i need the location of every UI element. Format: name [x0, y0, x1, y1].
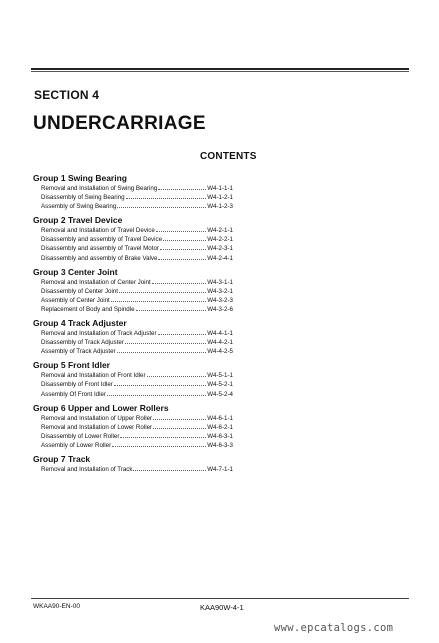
toc-dot-leader	[153, 419, 206, 420]
toc-entry-label: Disassembly of Lower Roller	[41, 432, 120, 440]
toc-entry-label: Assembly Of Front Idler	[41, 390, 106, 398]
toc-entry	[41, 296, 233, 305]
toc-entry-page-code: W4-5-2-4	[207, 390, 233, 398]
toc-entry-label: Assembly of Center Joint	[41, 296, 110, 304]
toc-entry-label: Disassembly of Center Joint	[41, 287, 119, 295]
toc-entry	[41, 329, 233, 338]
toc-entry	[41, 390, 233, 399]
header-rule	[31, 68, 409, 70]
toc-entry-page-code: W4-5-1-1	[207, 372, 233, 380]
toc-dot-leader	[153, 428, 206, 429]
toc-entry-label: Removal and Installation of Track Adjuster	[41, 330, 157, 338]
toc-dot-leader	[163, 240, 206, 241]
table-of-contents	[33, 173, 233, 478]
toc-entry-page-code: W4-3-2-6	[207, 305, 233, 313]
toc-entry-label: Removal and Installation of Swing Bearing	[41, 185, 158, 192]
toc-entry-page-code: W4-2-2-1	[207, 236, 233, 244]
toc-entry-page-code: W4-3-2-3	[207, 296, 233, 304]
toc-dot-leader	[114, 385, 206, 386]
toc-entry-label: Disassembly of Front Idler	[41, 381, 113, 389]
toc-entry	[41, 278, 233, 287]
toc-entry	[41, 371, 233, 380]
toc-dot-leader	[156, 231, 206, 232]
toc-entry-label: Replacement of Body and Spindle	[41, 305, 135, 313]
toc-dot-leader	[112, 446, 206, 447]
toc-entry	[41, 380, 233, 389]
toc-group	[33, 454, 233, 474]
footer-page-code: KAA90W-4-1	[200, 603, 244, 612]
toc-entry-label: Removal and Installation of Lower Roller	[41, 423, 153, 431]
toc-dot-leader	[117, 207, 206, 208]
toc-dot-leader	[133, 470, 206, 471]
section-title: UNDERCARRIAGE	[33, 113, 206, 134]
toc-entry-label: Assembly of Swing Bearing	[41, 203, 117, 211]
toc-entry-page-code: W4-4-2-1	[207, 339, 233, 347]
toc-group	[33, 318, 233, 356]
toc-entry	[41, 305, 233, 314]
toc-group	[33, 267, 233, 314]
toc-group	[33, 360, 233, 398]
toc-entry-label: Removal and Installation of Travel Device	[41, 227, 155, 235]
toc-entry	[41, 193, 233, 202]
toc-entry-page-code: W4-6-3-1	[207, 432, 233, 440]
toc-entry	[41, 287, 233, 296]
toc-dot-leader	[147, 376, 207, 377]
toc-entry	[41, 235, 233, 244]
toc-entry-page-code: W4-2-3-1	[207, 245, 233, 253]
toc-entry-page-code: W4-3-2-1	[207, 287, 233, 295]
toc-dot-leader	[160, 249, 206, 250]
toc-entry	[41, 414, 233, 423]
toc-entry	[41, 432, 233, 441]
toc-entry-page-code: W4-7-1-1	[207, 465, 233, 473]
toc-group	[33, 173, 233, 211]
toc-entry-page-code: W4-6-3-3	[207, 441, 233, 449]
toc-group-title: Group 5 Front Idler	[33, 360, 110, 371]
toc-group-title: Group 6 Upper and Lower Rollers	[33, 402, 169, 413]
toc-entry-page-code: W4-4-1-1	[207, 330, 233, 338]
toc-entry	[41, 226, 233, 235]
toc-dot-leader	[158, 189, 206, 190]
section-label: SECTION 4	[34, 88, 100, 102]
toc-dot-leader	[125, 343, 206, 344]
toc-group	[33, 403, 233, 450]
toc-entry	[41, 338, 233, 347]
toc-dot-leader	[136, 310, 207, 311]
toc-entry-page-code: W4-1-1-1	[207, 185, 233, 192]
contents-heading: CONTENTS	[200, 151, 257, 162]
toc-dot-leader	[117, 352, 207, 353]
toc-entry-page-code: W4-6-2-1	[207, 423, 233, 431]
toc-entry-page-code: W4-4-2-5	[207, 348, 233, 356]
toc-entry-page-code: W4-5-2-1	[207, 381, 233, 389]
toc-entry-label: Removal and Installation of Track	[41, 465, 133, 473]
toc-group-title: Group 2 Travel Device	[33, 215, 123, 226]
toc-entry	[41, 202, 233, 211]
toc-group-title: Group 3 Center Joint	[33, 266, 118, 277]
toc-entry	[41, 441, 233, 450]
toc-entry-label: Removal and Installation of Center Joint	[41, 278, 151, 286]
toc-entry-label: Disassembly and assembly of Brake Valve	[41, 254, 158, 262]
header-rule-thin	[31, 71, 409, 72]
toc-dot-leader	[107, 395, 206, 396]
toc-dot-leader	[158, 334, 207, 335]
toc-group-title: Group 1 Swing Bearing	[33, 173, 127, 183]
toc-entry-label: Disassembly of Track Adjuster	[41, 339, 124, 347]
toc-entry-label: Disassembly and assembly of Travel Motor	[41, 245, 159, 253]
toc-entry-page-code: W4-2-4-1	[207, 254, 233, 262]
toc-entry-label: Removal and Installation of Upper Roller	[41, 414, 153, 422]
toc-dot-leader	[126, 198, 207, 199]
footer-rule	[31, 598, 409, 599]
toc-entry-page-code: W4-3-1-1	[207, 278, 233, 286]
toc-dot-leader	[120, 437, 206, 438]
toc-dot-leader	[111, 301, 206, 302]
toc-entry-label: Disassembly and assembly of Travel Device	[41, 236, 163, 244]
toc-entry	[41, 254, 233, 263]
toc-group-title: Group 4 Track Adjuster	[33, 318, 127, 329]
toc-entry-page-code: W4-1-2-3	[207, 203, 233, 211]
toc-entry	[41, 244, 233, 253]
toc-entry	[41, 465, 233, 474]
watermark: www.epcatalogs.com	[274, 622, 394, 634]
toc-entry	[41, 184, 233, 193]
toc-dot-leader	[152, 283, 206, 284]
toc-entry	[41, 423, 233, 432]
toc-entry-label: Assembly of Lower Roller	[41, 441, 112, 449]
toc-group	[33, 215, 233, 262]
toc-entry	[41, 347, 233, 356]
toc-entry-label: Removal and Installation of Front Idler	[41, 372, 146, 380]
toc-group-title: Group 7 Track	[33, 453, 91, 464]
toc-dot-leader	[119, 292, 206, 293]
toc-dot-leader	[158, 259, 206, 260]
toc-entry-page-code: W4-6-1-1	[207, 414, 233, 422]
toc-entry-label: Assembly of Track Adjuster	[41, 348, 116, 356]
footer-document-code: WKAA90-EN-00	[33, 603, 80, 610]
toc-entry-page-code: W4-2-1-1	[207, 227, 233, 235]
toc-entry-page-code: W4-1-2-1	[207, 194, 233, 202]
toc-entry-label: Disassembly of Swing Bearing	[41, 194, 125, 202]
